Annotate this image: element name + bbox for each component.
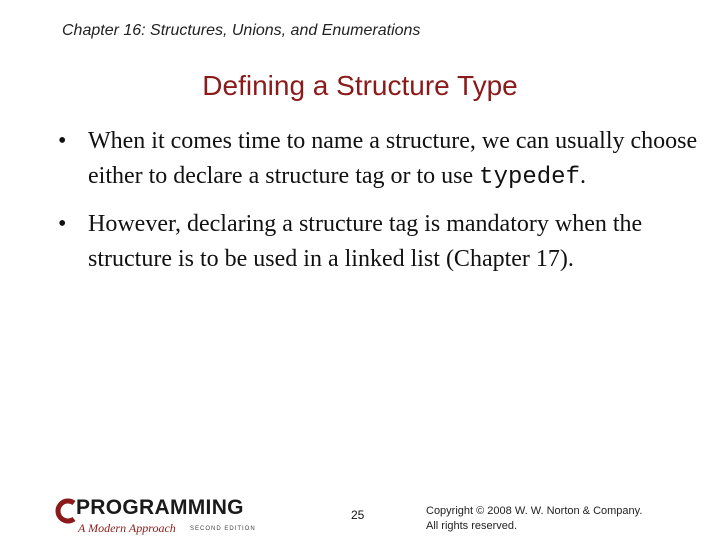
slide-title: Defining a Structure Type — [202, 70, 518, 101]
copyright — [426, 504, 642, 534]
bullet-marker: • — [58, 211, 67, 237]
logo-title: PROGRAMMING — [76, 496, 244, 519]
bullet-text-end: . — [580, 163, 586, 189]
c-letter-icon — [54, 498, 78, 524]
page-number: 25 — [351, 508, 365, 522]
bullet-item — [58, 207, 698, 277]
bullet-item — [58, 124, 698, 195]
bullet-text: However, declaring a structure tag is mandatory when the structure is to be used in a linked list (Chapter 17). — [88, 211, 643, 272]
bullet-code: typedef — [479, 164, 580, 191]
chapter-header: Chapter 16: Structures, Unions, and Enumerations — [62, 22, 421, 39]
logo-edition: SECOND EDITION — [190, 526, 256, 532]
copyright-line-2: All rights reserved. — [426, 520, 518, 532]
c-programming-logo — [54, 496, 270, 542]
bullet-marker: • — [58, 128, 67, 154]
bullet-list — [58, 124, 698, 289]
copyright-line-1: Copyright © 2008 W. W. Norton & Company. — [426, 505, 643, 517]
bullet-text: When it comes time to name a structure, we can usually choose either to declare a structure tag or to use — [88, 128, 698, 189]
logo-subtitle: A Modern Approach — [78, 521, 176, 535]
